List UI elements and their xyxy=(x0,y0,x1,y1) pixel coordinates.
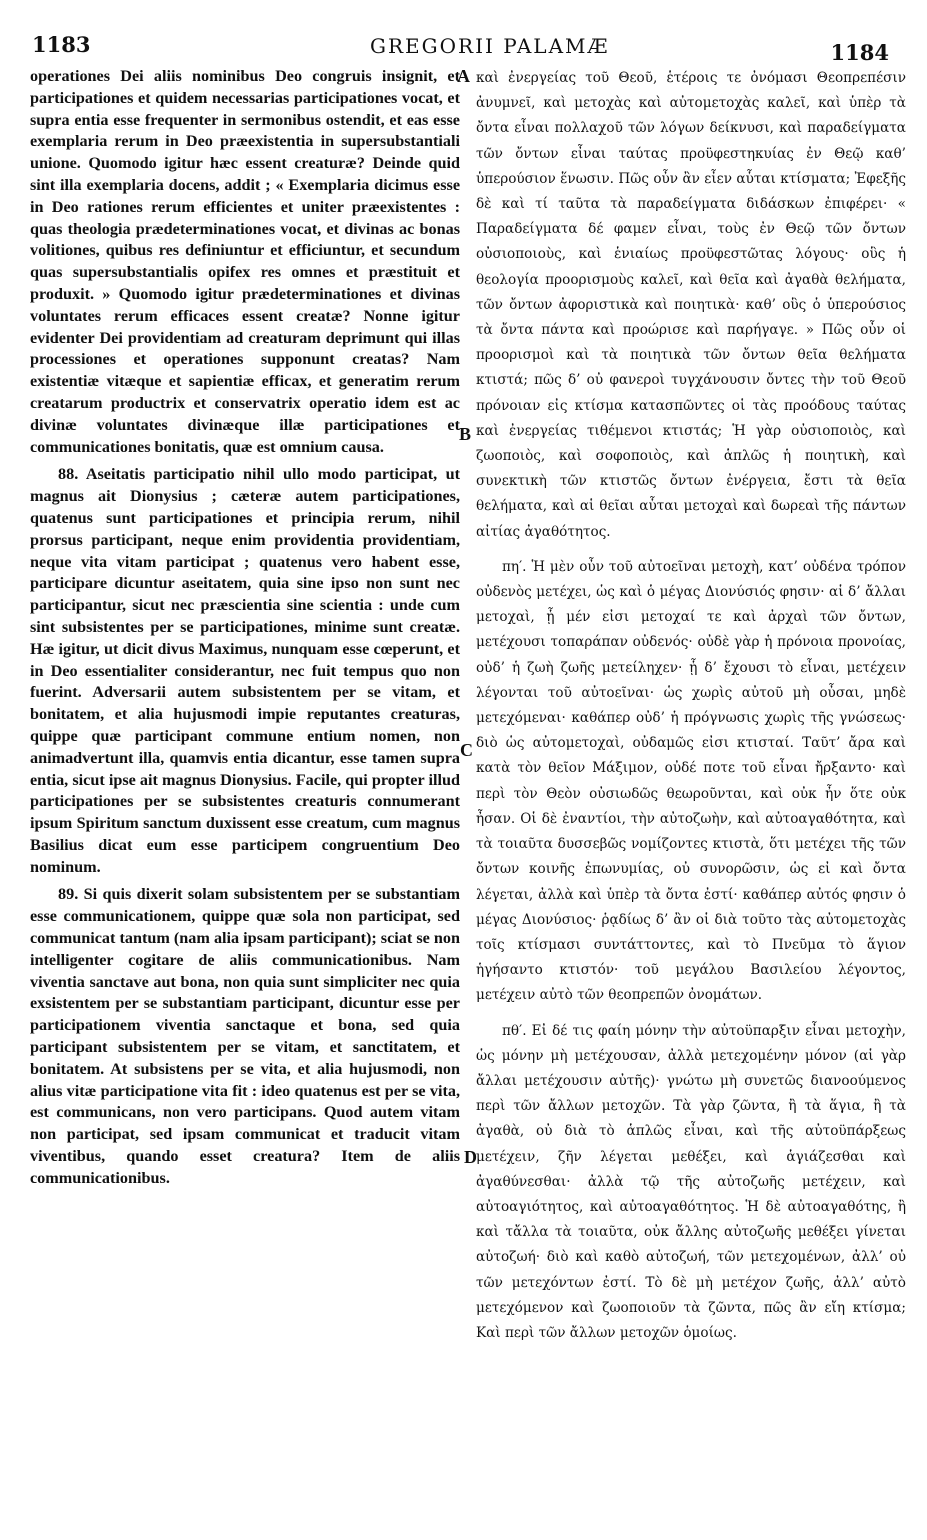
margin-letter-a: A xyxy=(457,66,470,86)
right-page-number: 1184 xyxy=(830,40,889,65)
greek-paragraph: καὶ ἐνεργείας τοῦ Θεοῦ, ἑτέροις τε ὀνόμασι Θεοπρεπέσιν ἀνυμνεῖ, καὶ μετοχὰς καὶ αὐτομετοχὰς καλεῖ, καὶ ὑπὲρ τὰ ὄντα εἶναι πολλαχοῦ τῶν λόγων δείκνυσι, καὶ παραδείγματα τῶν ὄντων εἶναι ταύτας προϋφεστηκυίας ἐν Θεῷ καθ’ ὑπερούσιον ἕνωσιν. Πῶς οὖν ἂν εἶεν αὗται κτίσματα; Ἐφεξῆς δὲ καὶ τί ταῦτα τὰ παραδείγματα διδάσκων ἐπιφέρει· « Παραδείγματα δέ φαμεν εἶναι, τοὺς ἐν Θεῷ τῶν ὄντων οὐσιοποιοὺς, καὶ ἑνιαίως προϋφεστῶτας λόγους· οὓς ἡ θεολογία προορισμοὺς καλεῖ, καὶ θεῖα καὶ ἀγαθὰ θελήματα, τῶν ὄντων ἀφοριστικὰ καὶ ποιητικὰ· καθ’ οὓς ὁ ὑπερούσιος τὰ ὄντα πάντα καὶ προώρισε καὶ παρήγαγε. » Πῶς οὖν οἱ προορισμοὶ καὶ τὰ ποιητικὰ τῶν ὄντων θεῖα θελήματα κτιστά; πῶς δ’ οὐ φανεροὶ τυγχάνουσιν ὄντες τὴν τοῦ Θεοῦ πρόνοιαν εἰς κτίσμα κατασπῶντες οἱ τὰς προόδους ταύτας καὶ ἐνεργείας τιθέμενοι κτιστάς; Ἡ γὰρ οὐσιοποιὸς, καὶ ζωοποιὸς, καὶ σοφοποιὸς, καὶ ἁπλῶς ἡ ποιητικὴ, καὶ συνεκτικὴ τῶν κτιστῶς ὄντων ἐνέργεια, ἔστι τὰ θεῖα θελήματα, καὶ αἱ θεῖαι αὗται μετοχαὶ καὶ δωρεαὶ τῆς πάντων αἰτίας ἀγαθότητος. xyxy=(476,70,906,540)
margin-letter-d: D xyxy=(464,1147,477,1167)
running-title: GREGORII PALAMÆ xyxy=(370,34,610,58)
greek-column xyxy=(476,66,906,1346)
latin-paragraph: 88. Aseitatis participatio nihil ullo modo participat, ut magnus ait Dionysius ; cæteræ autem participationes, quatenus sunt participationes et principia rerum, nihil prorsus participant, neque enim providentia providentiam, neque vita vitam participat ; quatenus vero habent esse, participare dicuntur aseitatem, quia sine ipso non sunt nec participantur, sicut nec præscientia sine scientia : unde cum sint subsistentes per se participationes, minime sunt creatæ. Hæ igitur, ut dicit divus Maximus, nunquam esse cœperunt, et in Deo essentialiter considerantur, nec fuit tempus quo non fuerint. Adversarii autem subsistentem per se vitam, et bonitatem, et alia hujusmodi impie reputantes creaturas, quippe quæ participant commune entium nomen, non animadvertunt illa, quamvis entia dicantur, esse tamen supra entia, sicut ipse ait magnus Dionysius. Facile, qui propter illud participationes per se subsistentes creaturis connumerant ipsum Spiritum sanctum duxissent esse creatum, cum magnus Basilius dicat eum esse participem congruentium Deo nominum. xyxy=(30,465,460,876)
greek-paragraph: πθ′. Εἰ δέ τις φαίη μόνην τὴν αὐτοϋπαρξιν εἶναι μετοχὴν, ὡς μόνην μὴ μετέχουσαν, ἀλλὰ μετεχομένην μόνον (αἱ γὰρ ἄλλαι μετέχουσιν αὐτῆς)· γνώτω μὴ συνετῶς διανοούμενος περὶ τῶν ἄλλων μετοχῶν. Τὰ γὰρ ζῶντα, ἢ τὰ ἅγια, ἢ τὰ ἀγαθὰ, οὐ διὰ τὸ ἁπλῶς εἶναι, καὶ τῆς αὐτοϋπάρξεως μετέχειν, ζῆν λέγεται μεθέξει, καὶ ἁγιάζεσθαι καὶ ἀγαθύνεσθαι· ἀλλὰ τῷ τῆς αὐτοζωῆς μετέχειν, καὶ αὐτοαγιότητος, καὶ αὐτοαγαθότητος. Ἡ δὲ αὐτοαγαθότης, ἢ καὶ τἄλλα τὰ τοιαῦτα, οὐκ ἄλλης αὐτοζωῆς μεθέξει γίνεται αὐτοζωή· διὸ καὶ καθὸ αὐτοζωή, τῶν μετεχομένων, ἀλλ’ οὐ τῶν μετεχόντων ἐστί. Τὸ δὲ μὴ μετέχον ζωῆς, ἀλλ’ αὐτὸ μετεχόμενον καὶ ζωοποιοῦν τὰ ζῶντα, πῶς ἂν εἴη κτίσμα; Καὶ περὶ τῶν ἄλλων μετοχῶν ὁμοίως. xyxy=(476,1022,906,1341)
latin-paragraph: 89. Si quis dixerit solam subsistentem per se substantiam esse communicationem, quippe quæ sola non participat, sed communicat tantum (nam alia ipsam participant); sciat se non intelligenter cogitare de aliis communicationibus. Nam viventia sanctave aut bona, non quia sunt simpliciter nec quia exsistentem per se substantiam participant, dicuntur esse per participationem viventia sanctaque et bona, sed quia participant subsistentem per se vitam, et sanctitatem, et bonitatem. At subsistens per se vita, et alia hujusmodi, non alius vitæ participatione vita fit : ideo quatenus est per se vita, est communicans, non vero participans. Quod autem vitam non participat, sed ipsam communicat et traducit vitam viventibus, quando esset creatura? Item de aliis communicationibus. xyxy=(30,885,460,1187)
margin-letter-b: B xyxy=(459,424,472,444)
latin-column xyxy=(30,66,460,1190)
greek-paragraph: πη′. Ἡ μὲν οὖν τοῦ αὐτοεῖναι μετοχὴ, κατ’ οὐδένα τρόπον οὐδενὸς μετέχει, ὡς καὶ ὁ μέγας Διονύσιός φησιν· αἱ δ’ ἄλλαι μετοχαὶ, ᾗ μέν εἰσι μετοχαί τε καὶ ἀρχαὶ τῶν ὄντων, μετέχουσι τοπαράπαν οὐδενός· οὐδὲ γὰρ ἡ πρόνοια προνοίας, οὐδ’ ἡ ζωὴ ζωῆς μετείληχεν· ᾗ δ’ ἔχουσι τὸ εἶναι, μετέχειν λέγονται τοῦ αὐτοεῖναι· ὡς χωρὶς αὐτοῦ μὴ οὖσαι, μηδὲ μετεχόμεναι· καθάπερ οὐδ’ ἡ πρόγνωσις χωρὶς τῆς γνώσεως· διὸ ὡς αὐτομετοχαὶ, οὐδαμῶς εἰσι κτισταί. Ταῦτ’ ἄρα καὶ κατὰ τὸν θεῖον Μάξιμον, οὐδέ ποτε τοῦ εἶναι ἤρξαντο· καὶ περὶ τὸν Θεὸν οὐσιωδῶς θεωροῦνται, καὶ οὐκ ἦν ὅτε οὐκ ἦσαν. Οἱ δὲ ἐναντίοι, τὴν αὐτοζωὴν, καὶ αὐτοαγαθότητα, καὶ τὰ τοιαῦτα δυσσεβῶς νομίζοντες κτιστὰ, ὅτι μετέχει τῆς τῶν ὄντων κοινῆς ἐπωνυμίας, οὐ συνορῶσιν, ὡς εἰ καὶ ὄντα λέγεται, ἀλλὰ καὶ ὑπὲρ τὰ ὄντα ἐστί· καθάπερ αὐτός φησιν ὁ μέγας Διονύσιος· ῥᾳδίως δ’ ἂν οἱ διὰ τοῦτο τὰς αὐτομετοχὰς τοῖς κτίσμασι συντάττοντες, καὶ τὸ Πνεῦμα τὸ ἅγιον ἡγήσαντο κτιστόν· τοῦ μεγάλου Βασιλείου λέγοντος, μετέχειν αὐτὸ τῶν θεοπρεπῶν ὀνομάτων. xyxy=(476,558,906,1004)
left-page-number: 1183 xyxy=(32,32,91,57)
latin-paragraph: operationes Dei aliis nominibus Deo congruis insignit, et participationes et quidem necessarias participationes vocat, et supra entia esse frequenter in sermonibus ostendit, et eas esse exemplaria rerum in Deo præexistentia in supersubstantiali unione. Quomodo igitur hæc essent creaturæ? Deinde quid sint illa exemplaria docens, addit ; « Exemplaria dicimus esse in Deo rationes rerum efficientes et uniter præexistentes : quas theologia prædeterminationes vocat, et divinas ac bonas volitiones, quibus res definiuntur et efficiuntur, et secundum quas supersubstantialis opifex res omnes et præstituit et produxit. » Quomodo igitur prædeterminationes et divinas voluntates rerum efficaces essent creatæ? Nonne igitur evidenter Dei providentiam ad creaturam deprimunt qui illas processiones et operationes supponunt creatas? Nam existentiæ vitæque et sapientiæ efficax, et generatim rerum creatarum productrix et conservatrix operatio idem est ac divinæ voluntates divinæque illæ participationes et communicationes bonitatis, quæ est omnium causa. xyxy=(30,67,460,456)
page-header xyxy=(0,30,927,64)
margin-letter-c: C xyxy=(460,740,473,760)
